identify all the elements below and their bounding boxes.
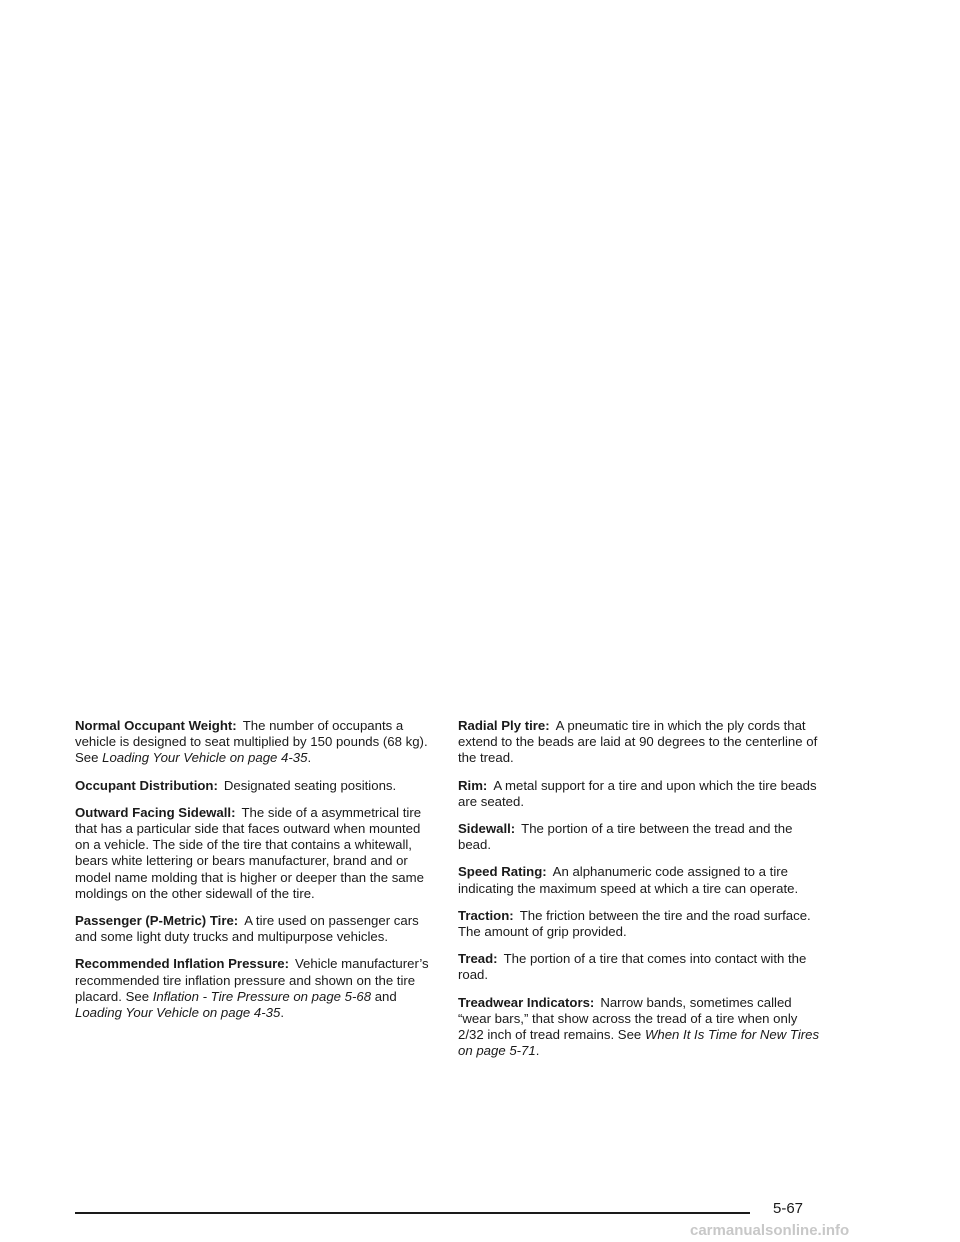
glossary-definition: A pneumatic tire in which the ply cords that extend to the beads are laid at 90 degrees to the centerline of the tread. — [458, 718, 818, 766]
glossary-term: Outward Facing Sidewall: — [75, 804, 236, 820]
glossary-definition: The number of occupants a vehicle is designed to seat multiplied by 150 pounds (68 kg). See — [75, 718, 428, 766]
punctuation: . — [307, 750, 312, 766]
watermark: carmanualsonline.info — [690, 1222, 850, 1239]
glossary-entry-outward-facing-sidewall — [75, 805, 437, 902]
glossary-term: Speed Rating: — [458, 864, 547, 880]
glossary-term: Sidewall: — [458, 821, 516, 837]
cross-reference-link[interactable]: Inflation - Tire Pressure on page 5-68 — [152, 988, 372, 1004]
glossary-definition: Vehicle manufacturer’s recommended tire inflation pressure and shown on the tire placard. See — [75, 956, 429, 1004]
glossary-definition: The side of a asymmetrical tire that has a particular side that faces outward when mounted on a vehicle. The side of the tire that contains a whitewall, bears white lettering or bears manufacturer, brand and or model name molding that is higher or deeper than the same moldings on the other sidewall of the tire. — [75, 804, 424, 901]
right-column — [458, 718, 820, 1070]
glossary-term: Radial Ply tire: — [458, 718, 550, 733]
glossary-definition: The portion of a tire that comes into contact with the road. — [458, 951, 807, 983]
glossary-term: Normal Occupant Weight: — [75, 718, 237, 733]
glossary-entry-occupant-distribution — [75, 778, 437, 794]
glossary-entry-traction — [458, 908, 820, 940]
glossary-entry-speed-rating — [458, 864, 820, 896]
glossary-term: Traction: — [458, 907, 514, 923]
left-column — [75, 718, 437, 1032]
glossary-entry-normal-occupant-weight — [75, 718, 437, 767]
glossary-definition: An alphanumeric code assigned to a tire indicating the maximum speed at which a tire can operate. — [458, 864, 799, 896]
glossary-term: Passenger (P-Metric) Tire: — [75, 913, 239, 929]
glossary-term: Occupant Distribution: — [75, 777, 218, 793]
punctuation: . — [535, 1043, 540, 1059]
cross-reference-link[interactable]: Loading Your Vehicle on page 4-35 — [75, 1005, 281, 1021]
footer-rule — [75, 1212, 750, 1214]
glossary-definition: Designated seating positions. — [223, 777, 397, 793]
glossary-term: Tread: — [458, 951, 498, 967]
punctuation: . — [280, 1005, 284, 1021]
glossary-definition: The friction between the tire and the road surface. The amount of grip provided. — [458, 907, 811, 940]
glossary-term: Treadwear Indicators: — [458, 994, 595, 1010]
glossary-definition: Narrow bands, sometimes called “wear bars,” that show across the tread of a tire when only 2/32 inch of tread remains. See — [458, 994, 798, 1043]
glossary-entry-radial-ply-tire — [458, 718, 820, 767]
glossary-definition: A tire used on passenger cars and some light duty trucks and multipurpose vehicles. — [75, 913, 419, 945]
glossary-definition: A metal support for a tire and upon which the tire beads are seated. — [458, 777, 817, 809]
glossary-entry-sidewall — [458, 821, 820, 853]
glossary-entry-rim — [458, 778, 820, 810]
page-number: 5-67 — [773, 1200, 804, 1217]
glossary-entry-recommended-inflation-pressure — [75, 956, 437, 1021]
glossary-definition: The portion of a tire between the tread and the bead. — [458, 821, 793, 853]
glossary-entry-passenger-tire — [75, 913, 437, 945]
glossary-term: Recommended Inflation Pressure: — [75, 956, 289, 972]
glossary-term: Rim: — [458, 777, 488, 793]
connector-text: and — [371, 988, 397, 1004]
cross-reference-link[interactable]: Loading Your Vehicle on page 4-35 — [102, 750, 308, 766]
cross-reference-link[interactable]: When It Is Time for New Tires on page 5-71 — [458, 1027, 820, 1059]
glossary-entry-treadwear-indicators — [458, 995, 820, 1060]
glossary-entry-tread — [458, 951, 820, 983]
